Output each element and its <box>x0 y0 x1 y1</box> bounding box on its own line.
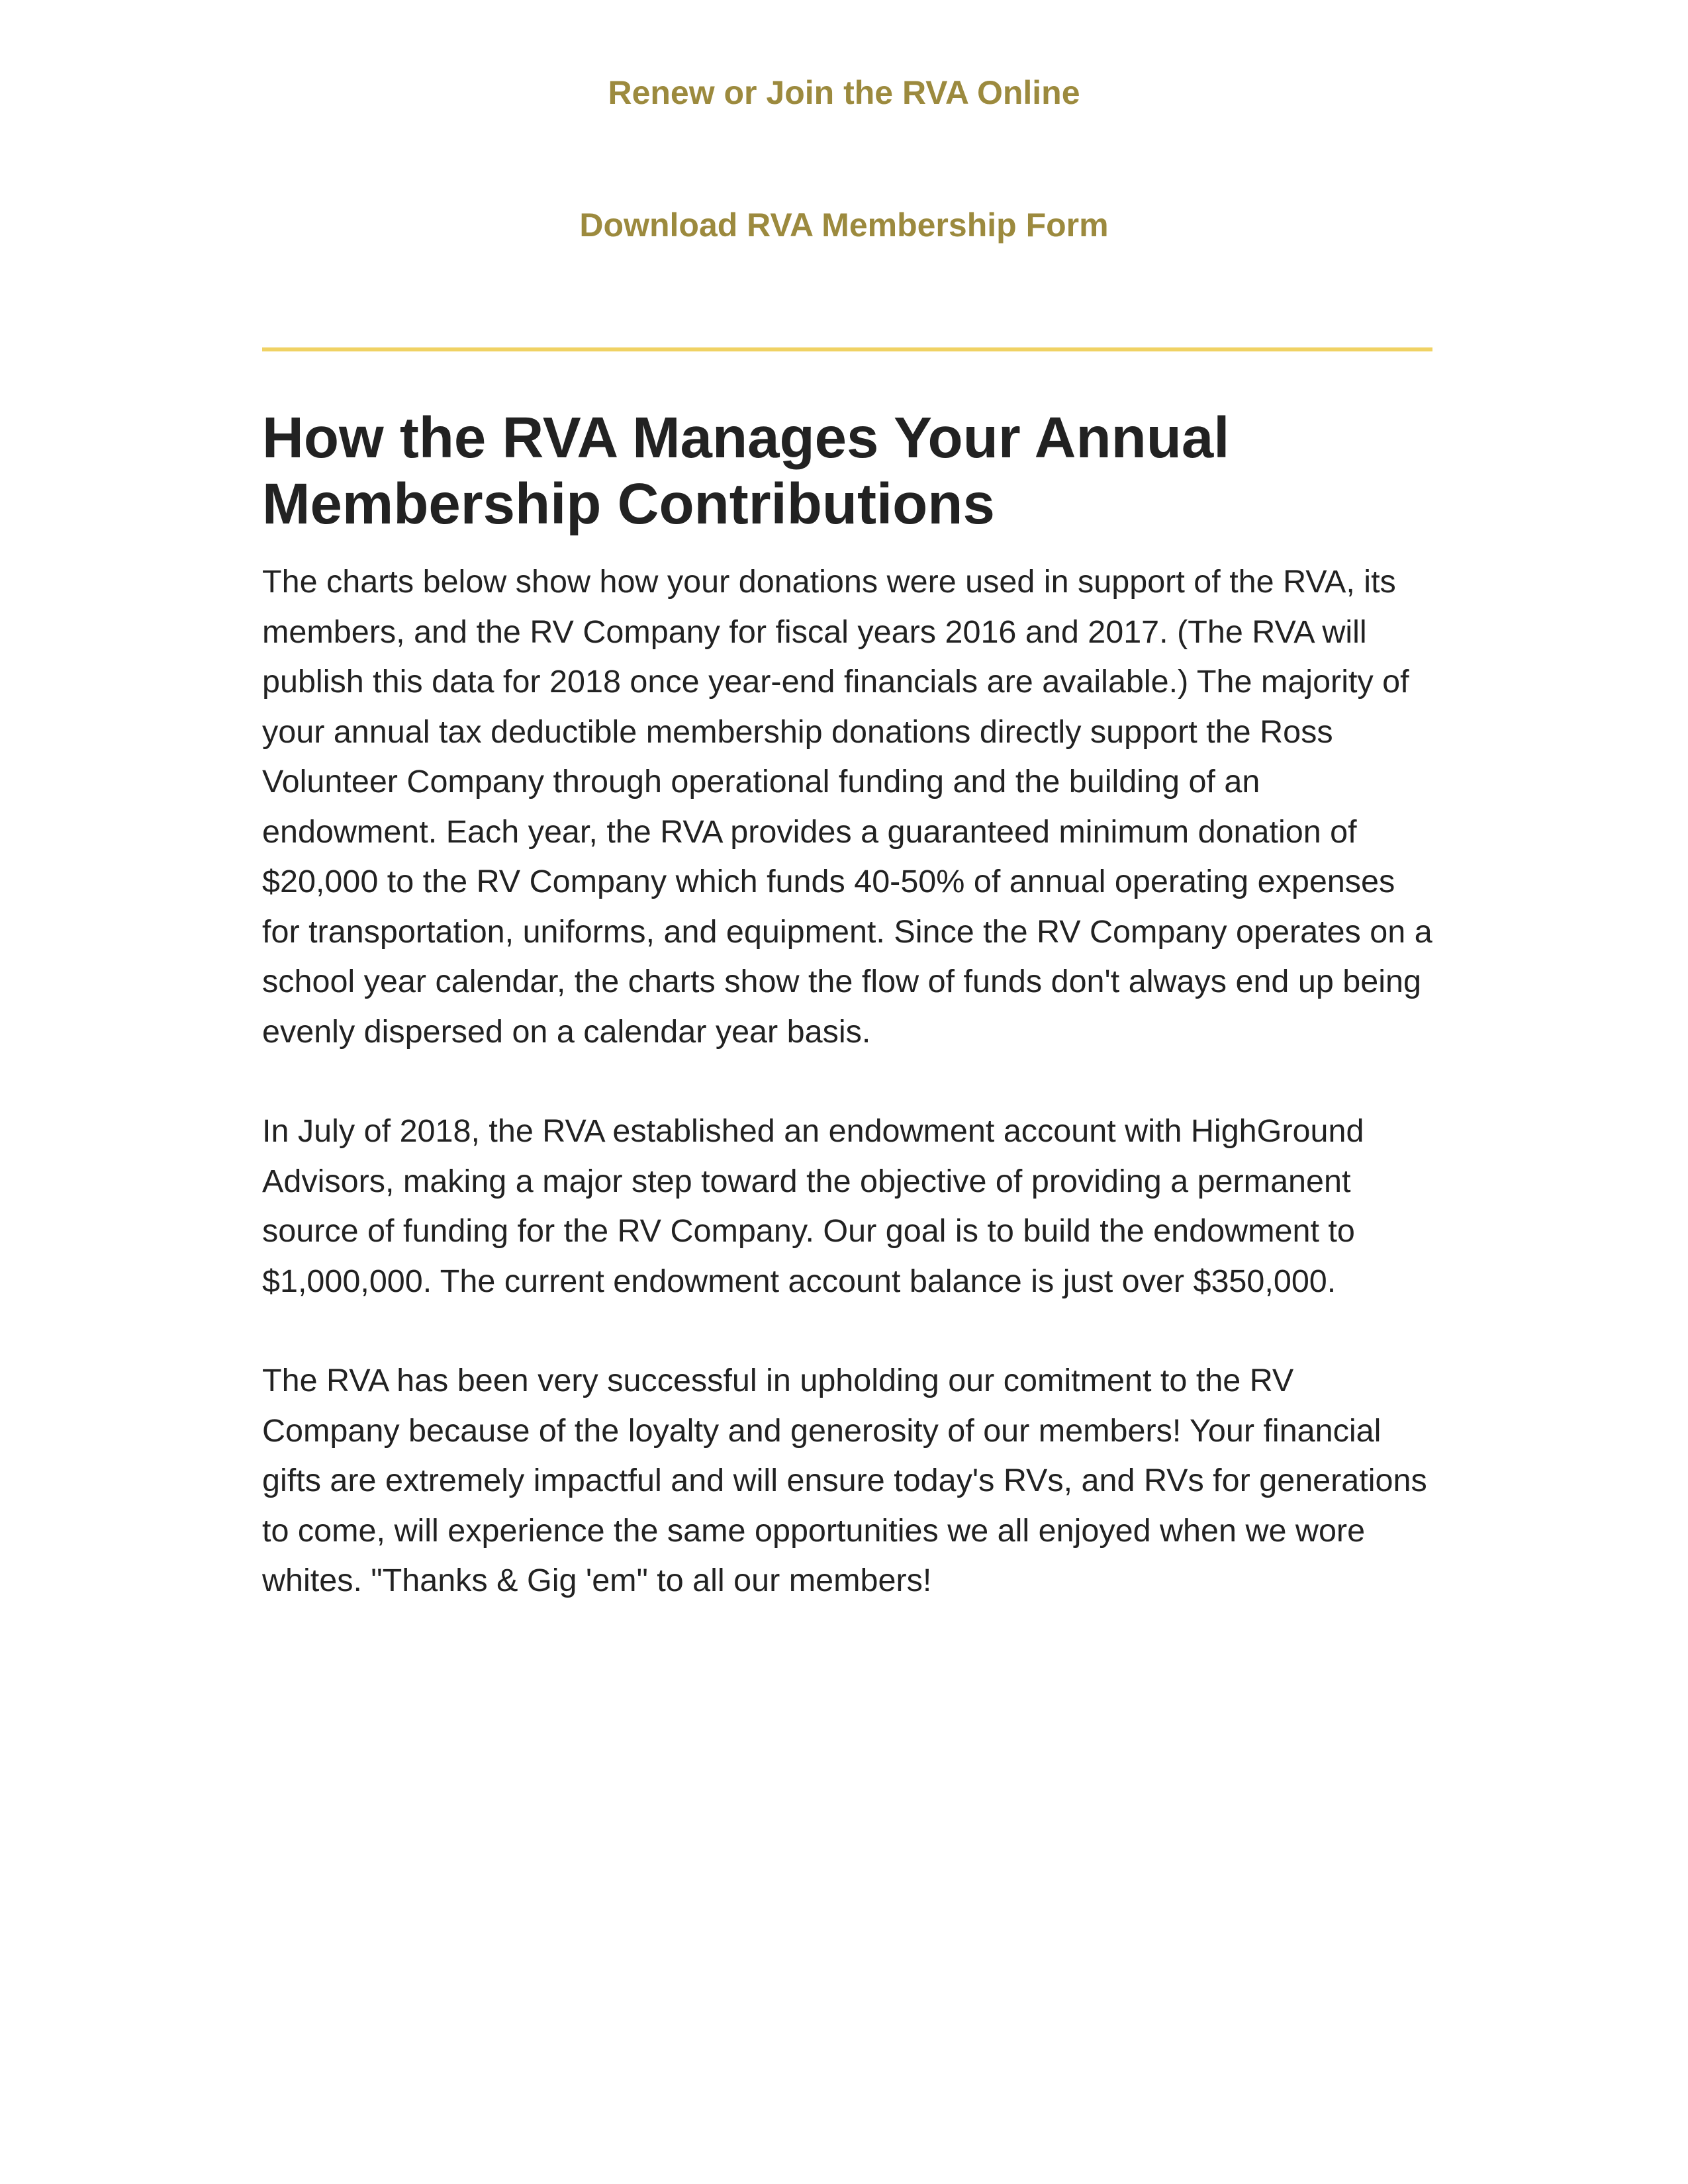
section-divider <box>262 347 1432 351</box>
article-paragraph-thanks: The RVA has been very successful in upholding our comitment to the RV Company because of the loyalty and generosity of our members! Your financial gifts are extremely impactful and will ensure today's RVs, and RVs for generations to come, will experience the same opportunities we all enjoyed when we wore whites. "Thanks & Gig 'em" to all our members! <box>262 1363 1427 1598</box>
renew-join-online-link[interactable]: Renew or Join the RVA Online <box>608 74 1080 111</box>
article-heading: How the RVA Manages Your Annual Membership Contributions <box>262 406 1230 536</box>
article-paragraph-donations: The charts below show how your donations were used in support of the RVA, its members, and the RV Company for fiscal years 2016 and 2017. (The RVA will publish this data for 2018 once year-end financials are available.) The majority of your annual tax deductible membership donations directly support the Ross Volunteer Company through operational funding and the building of an endowment. Each year, the RVA provides a guaranteed minimum donation of $20,000 to the RV Company which funds 40-50% of annual operating expenses for transportation, uniforms, and equipment. Since the RV Company operates on a school year calendar, the charts show the flow of funds don't always end up being evenly dispersed on a calendar year basis. <box>262 564 1432 1050</box>
article-paragraph-endowment: In July of 2018, the RVA established an endowment account with HighGround Advisors, making a major step toward the objective of providing a permanent source of funding for the RV Company. Our goal is to build the endowment to $1,000,000. The current endowment account balance is just over $350,000. <box>262 1113 1364 1299</box>
article <box>262 405 1434 1606</box>
download-membership-form-link[interactable]: Download RVA Membership Form <box>579 206 1109 244</box>
